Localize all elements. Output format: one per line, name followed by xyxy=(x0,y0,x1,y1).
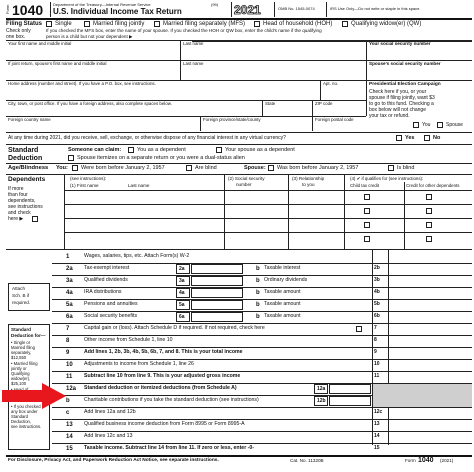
spouse-last-name-input[interactable] xyxy=(183,67,363,79)
election-spouse-label: Spouse xyxy=(446,122,463,128)
footer-year: (2021) xyxy=(440,458,454,463)
foreign-postal-input[interactable] xyxy=(315,123,365,131)
dependents-col-first: (1) First name xyxy=(70,183,99,188)
head-of-household-checkbox[interactable] xyxy=(254,21,260,27)
line-number: 15 xyxy=(66,446,73,452)
line-number: 5a xyxy=(66,302,73,308)
virtual-no-checkbox[interactable] xyxy=(424,135,430,141)
virtual-no-label: No xyxy=(433,135,441,141)
line-sub-text: Taxable amount xyxy=(264,313,301,319)
line-number: 14 xyxy=(66,434,73,440)
election-text-1: Check here if you, or your xyxy=(369,89,427,95)
zip-label: ZIP code xyxy=(315,101,333,106)
virtual-yes-label: Yes xyxy=(405,135,415,141)
line-right-number: 10 xyxy=(374,361,380,367)
line-3b-amount-input[interactable] xyxy=(389,276,471,286)
apt-input[interactable] xyxy=(323,87,365,99)
line-3a-input[interactable] xyxy=(191,276,243,286)
other-credit-checkbox[interactable] xyxy=(426,194,432,200)
line-right-number: 8 xyxy=(374,337,377,343)
line-text: Tax-exempt interest xyxy=(84,265,130,271)
std-title-2: Deduction for— xyxy=(11,333,46,338)
form-header xyxy=(6,2,472,17)
dependents-col-last: Last name xyxy=(128,183,150,188)
child-credit-checkbox[interactable] xyxy=(364,236,370,242)
election-text-2: spouse if filing jointly, want $3 xyxy=(369,95,435,101)
state-input[interactable] xyxy=(265,107,310,116)
line-right-number: 14 xyxy=(374,433,380,439)
line-right-number: 13 xyxy=(374,421,380,427)
standard-heading-1: Standard xyxy=(8,147,39,154)
line-15-amount-input[interactable] xyxy=(389,444,471,454)
other-credit-checkbox[interactable] xyxy=(426,208,432,214)
line-sub-text: Taxable amount xyxy=(264,289,301,295)
you-dependent-label: You as a dependent xyxy=(137,147,186,153)
other-credit-checkbox[interactable] xyxy=(426,236,432,242)
line-text: Adjustments to income from Schedule 1, line 26 xyxy=(84,361,194,367)
attach-note-1: Attach xyxy=(12,286,26,291)
foreign-postal-label: Foreign postal code xyxy=(315,117,354,122)
line-sub-text: Taxable amount xyxy=(264,301,301,307)
line-sub-number: b xyxy=(256,266,260,272)
dependents-col-ssn-2: number xyxy=(236,182,252,187)
child-credit-checkbox[interactable] xyxy=(364,194,370,200)
line-text: Subtract line 10 from line 9. This is your adjusted gross income xyxy=(84,373,241,379)
std-item: widow(er), xyxy=(11,376,31,381)
line-sub-number: b xyxy=(256,314,260,320)
line-box-number: 12a xyxy=(317,386,326,392)
line-right-number: 7 xyxy=(374,325,377,331)
line-text: Pensions and annuities xyxy=(84,301,138,307)
line-text: Standard deduction or itemized deductions (from Schedule A) xyxy=(84,385,237,391)
dependent-row[interactable] xyxy=(66,191,470,204)
dependents-col-rel-2: to you xyxy=(302,182,315,187)
home-address-label: Home address (number and street). If you have a P.O. box, see instructions. xyxy=(8,81,156,86)
line-row-15 xyxy=(52,443,472,455)
spouse-blind-checkbox[interactable] xyxy=(388,165,394,171)
spouse-dependent-label: Your spouse as a dependent xyxy=(225,147,295,153)
line-text: Add lines 12c and 13 xyxy=(84,433,133,439)
line-number: 6a xyxy=(66,314,73,320)
virtual-currency-question: At any time during 2021, did you receive, sell, exchange, or otherwise dispose of any financial interest in any virtual currency? xyxy=(8,135,286,141)
line-13-amount-input[interactable] xyxy=(389,420,471,430)
std-item: • Single or xyxy=(11,340,31,345)
filing-status-instruction-2: person is a child but not your dependent ▶ xyxy=(46,34,133,39)
line-sub-text: Taxable interest xyxy=(264,265,301,271)
single-checkbox[interactable] xyxy=(46,21,52,27)
spouse-first-name-label: If joint return, spouse's first name and middle initial xyxy=(8,61,107,66)
age-spouse-label: Spouse: xyxy=(244,165,266,171)
line-5b-amount-input[interactable] xyxy=(389,300,471,310)
dependents-col-other-credit: Credit for other dependents xyxy=(406,183,460,188)
married-jointly-label: Married filing jointly xyxy=(93,21,145,27)
dependents-section xyxy=(6,175,472,249)
std-item: $12,550 xyxy=(11,355,27,360)
capital-gain-checkbox[interactable] xyxy=(356,326,362,332)
line-12a-box-label xyxy=(314,384,328,394)
dependents-side-3: dependents, xyxy=(8,198,36,204)
line-number: 3a xyxy=(66,278,73,284)
spouse-dependent-checkbox[interactable] xyxy=(216,147,222,153)
married-jointly-checkbox[interactable] xyxy=(84,21,90,27)
irs-use-only: IRS Use Only—Do not write or staple in this space. xyxy=(330,6,421,11)
apt-label: Apt. no. xyxy=(323,81,339,86)
line-row-11 xyxy=(52,371,472,383)
spouse-ssn-label: Spouse's social security number xyxy=(369,61,441,66)
dependents-side-6: here ▶ xyxy=(8,216,24,222)
dependents-col-child-credit: Child tax credit xyxy=(350,183,380,188)
election-you-checkbox[interactable] xyxy=(413,122,419,128)
home-address-input[interactable] xyxy=(8,87,318,99)
line-row-14 xyxy=(52,431,472,443)
election-text-4: box below will not change xyxy=(369,107,426,113)
election-you-label: You xyxy=(422,122,431,128)
line-number: 8 xyxy=(66,338,70,344)
std-item: Married filing xyxy=(11,345,35,350)
dependents-side-4: see instructions xyxy=(8,204,43,210)
line-11-amount-input[interactable] xyxy=(389,372,471,382)
you-born-label: Were born before January 2, 1957 xyxy=(81,165,165,171)
election-spouse-checkbox[interactable] xyxy=(437,122,443,128)
std-item: • Head of xyxy=(11,387,29,392)
attach-note xyxy=(8,283,50,311)
dependent-row[interactable] xyxy=(66,233,470,246)
shaded-area xyxy=(373,384,472,407)
line-number: 7 xyxy=(66,326,70,332)
line-right-number: 6b xyxy=(374,313,380,319)
filing-status-note-1: Check only xyxy=(6,28,31,34)
line-number: 11 xyxy=(66,374,73,380)
line-number: 10 xyxy=(66,362,73,368)
first-name-label: Your first name and middle initial xyxy=(8,41,72,46)
line-number: 13 xyxy=(66,422,73,428)
line-sub-number: b xyxy=(256,278,260,284)
line-2b-amount-input[interactable] xyxy=(389,264,471,274)
line-right-number: 9 xyxy=(374,349,377,355)
election-title: Presidential Election Campaign xyxy=(369,82,441,87)
dependents-side-1: If more xyxy=(8,186,24,192)
line-text: Add lines 12a and 12b xyxy=(84,409,136,415)
line-12c-amount-input[interactable] xyxy=(389,408,471,418)
line-row-10 xyxy=(52,359,472,371)
foreign-province-input[interactable] xyxy=(203,123,309,131)
line-number: c xyxy=(66,410,70,416)
dependent-row[interactable] xyxy=(66,205,470,218)
form-title: U.S. Individual Income Tax Return xyxy=(53,7,182,16)
zip-input[interactable] xyxy=(315,107,365,116)
line-right-number: 11 xyxy=(374,373,380,379)
line-9-amount-input[interactable] xyxy=(389,348,471,358)
line-text: Qualified business income deduction from Form 8995 or Form 8995-A xyxy=(84,421,245,427)
line-right-number: 12c xyxy=(374,409,383,415)
line-2a-box-label xyxy=(176,264,190,274)
std-item: see instructions. xyxy=(11,424,42,429)
spouse-itemizes-checkbox[interactable] xyxy=(68,155,74,161)
attach-note-3: required. xyxy=(12,300,31,305)
dependents-see: (see instructions): xyxy=(70,176,107,181)
footer-cat: Cat. No. 11320B xyxy=(290,458,324,463)
line-row-13 xyxy=(52,419,472,431)
spouse-ssn-input[interactable] xyxy=(369,68,469,79)
line-text: Capital gain or (loss). Attach Schedule D if required. If not required, check here xyxy=(84,325,265,331)
dependent-row[interactable] xyxy=(66,219,470,232)
you-blind-checkbox[interactable] xyxy=(186,165,192,171)
election-campaign-section xyxy=(367,81,472,133)
line-row-c xyxy=(52,407,472,419)
line-row-5a xyxy=(52,299,472,311)
married-separately-checkbox[interactable] xyxy=(154,21,160,27)
line-number: 9 xyxy=(66,350,70,356)
line-box-number: 4a xyxy=(179,290,185,296)
line-number: b xyxy=(66,398,70,404)
line-right-number: 3b xyxy=(374,277,380,283)
line-sub-text: Ordinary dividends xyxy=(264,277,308,283)
footer-notice: For Disclosure, Privacy Act, and Paperwork Reduction Act Notice, see separate instructions. xyxy=(8,458,219,463)
election-text-5: your tax or refund. xyxy=(369,113,410,119)
line-row-9 xyxy=(52,347,472,359)
foreign-province-label: Foreign province/state/county xyxy=(203,117,261,122)
line-row-7 xyxy=(52,323,472,335)
line-box-number: 12b xyxy=(317,398,326,404)
line-text: Add lines 1, 2b, 3b, 4b, 5b, 6b, 7, and 8. This is your total income xyxy=(84,349,243,355)
line-text: Taxable income. Subtract line 14 from line 11. If zero or less, enter -0- xyxy=(84,445,254,451)
head-of-household-label: Head of household (HOH) xyxy=(263,21,333,27)
line-10-amount-input[interactable] xyxy=(389,360,471,370)
dependents-side-2: than four xyxy=(8,192,28,198)
line-row-8 xyxy=(52,335,472,347)
dependents-heading: Dependents xyxy=(8,176,46,183)
qualifying-widow-label: Qualifying widow(er) (QW) xyxy=(351,21,422,27)
age-you-label: You: xyxy=(56,165,68,171)
line-12b-input[interactable] xyxy=(329,396,371,406)
qualifying-widow-checkbox[interactable] xyxy=(342,21,348,27)
you-blind-label: Are blind xyxy=(195,165,217,171)
more-dependents-checkbox[interactable] xyxy=(32,216,38,222)
line-12b-box-label xyxy=(314,396,328,406)
line-number: 2a xyxy=(66,266,73,272)
footer-form-number: 1040 xyxy=(418,457,434,464)
line-12a-input[interactable] xyxy=(329,384,371,394)
line-row-3a xyxy=(52,275,472,287)
dependents-side-5: and check xyxy=(8,210,31,216)
line-text: Other income from Schedule 1, line 10 xyxy=(84,337,173,343)
std-item: separately, xyxy=(11,350,32,355)
line-box-number: 2a xyxy=(179,266,185,272)
filing-status-instruction-1: If you checked the MFS box, enter the name of your spouse. If you checked the HOH or QW box, enter the child's name if the qualifying xyxy=(46,28,322,33)
line-4b-amount-input[interactable] xyxy=(389,288,471,298)
standard-heading-2: Deduction xyxy=(8,155,43,162)
line-right-number: 15 xyxy=(374,445,380,451)
std-item: • Married filing xyxy=(11,361,38,366)
line-box-number: 3a xyxy=(179,278,185,284)
line-number: 4a xyxy=(66,290,73,296)
spouse-born-label: Was born before January 2, 1957 xyxy=(277,165,359,171)
omb-number: OMB No. 1545-0074 xyxy=(278,6,315,11)
line-7-amount-input[interactable] xyxy=(389,324,471,334)
line-4a-input[interactable] xyxy=(191,288,243,298)
footer-form-label: Form xyxy=(405,458,416,463)
line-text: Charitable contributions if you take the standard deduction (see instructions) xyxy=(84,397,259,403)
agency-code: (99) xyxy=(211,2,219,7)
state-label: State xyxy=(265,101,276,106)
line-5a-input[interactable] xyxy=(191,300,243,310)
line-number: 1 xyxy=(66,254,70,260)
child-credit-checkbox[interactable] xyxy=(364,222,370,228)
line-text: Qualified dividends xyxy=(84,277,128,283)
std-item: • If you checked xyxy=(11,404,41,409)
first-name-input[interactable] xyxy=(8,47,178,59)
std-item: Deduction, xyxy=(11,419,32,424)
line-sub-number: b xyxy=(256,290,260,296)
spouse-first-name-input[interactable] xyxy=(8,67,178,79)
line-4a-box-label xyxy=(176,288,190,298)
age-heading: Age/Blindness xyxy=(8,165,49,171)
red-arrow-icon xyxy=(0,381,68,411)
ssn-label: Your social security number xyxy=(369,41,431,46)
tax-year: 2021 xyxy=(234,3,261,17)
ssn-input[interactable] xyxy=(369,48,469,59)
line-right-number: 2b xyxy=(374,265,380,271)
spouse-blind-label: Is blind xyxy=(397,165,415,171)
form-number: 1040 xyxy=(12,2,44,18)
line-right-number: 5b xyxy=(374,301,380,307)
agency-line: Department of the Treasury—Internal Revenue Service xyxy=(53,2,151,7)
dependents-col-rel-1: (3) Relationship xyxy=(292,176,325,181)
line-box-number: 5a xyxy=(179,302,185,308)
dependents-col-ssn-1: (2) Social security xyxy=(228,176,265,181)
std-title-1: Standard xyxy=(11,327,31,332)
std-item: Standard xyxy=(11,414,28,419)
line-number: 12a xyxy=(66,386,77,392)
line-text: Social security benefits xyxy=(84,313,138,319)
city-input[interactable] xyxy=(8,107,260,116)
line-right-number: 4b xyxy=(374,289,380,295)
married-separately-label: Married filing separately (MFS) xyxy=(163,21,246,27)
virtual-yes-checkbox[interactable] xyxy=(396,135,402,141)
line-8-amount-input[interactable] xyxy=(389,336,471,346)
line-6a-input[interactable] xyxy=(191,312,243,322)
someone-can-claim: Someone can claim: xyxy=(68,147,122,153)
child-credit-checkbox[interactable] xyxy=(364,208,370,214)
line-5a-box-label xyxy=(176,300,190,310)
std-item: any box under xyxy=(11,409,38,414)
line-2a-input[interactable] xyxy=(191,264,243,274)
filing-status-section xyxy=(6,20,472,38)
you-born-checkbox[interactable] xyxy=(72,165,78,171)
line-box-number: 6a xyxy=(179,314,185,320)
filing-status-note-2: one box. xyxy=(6,34,26,40)
line-row-4a xyxy=(52,287,472,299)
line-14-amount-input[interactable] xyxy=(389,432,471,442)
std-item: $25,100 xyxy=(11,381,27,386)
city-label: City, town, or post office. If you have a foreign address, also complete spaces below. xyxy=(8,101,172,106)
line-row-6a xyxy=(52,311,472,323)
other-credit-checkbox[interactable] xyxy=(426,222,432,228)
foreign-country-input[interactable] xyxy=(8,123,198,131)
std-item: jointly or xyxy=(11,366,27,371)
dependents-col-qualifies: (4) ✔ if qualifies for (see instructions): xyxy=(350,176,424,181)
foreign-country-label: Foreign country name xyxy=(8,117,51,122)
last-name-input[interactable] xyxy=(183,47,363,59)
last-name-label: Last name xyxy=(183,41,204,46)
spouse-itemizes-label: Spouse itemizes on a separate return or you were a dual-status alien xyxy=(77,155,245,161)
line-6a-box-label xyxy=(176,312,190,322)
line-text: Wages, salaries, tips, etc. Attach Form(s) W-2 xyxy=(84,253,190,259)
line-6b-amount-input[interactable] xyxy=(389,312,471,322)
filing-status-heading: Filing Status xyxy=(6,21,42,27)
form-label: Form xyxy=(5,4,10,14)
line-row-2a xyxy=(52,263,472,275)
line-text: IRA distributions xyxy=(84,289,122,295)
attach-note-2: Sch. B if xyxy=(12,293,30,298)
std-item: Qualifying xyxy=(11,371,30,376)
spouse-born-checkbox[interactable] xyxy=(268,165,274,171)
line-row-1 xyxy=(52,251,472,263)
you-dependent-checkbox[interactable] xyxy=(128,147,134,153)
single-label: Single xyxy=(55,21,72,27)
line-sub-number: b xyxy=(256,302,260,308)
line-3a-box-label xyxy=(176,276,190,286)
spouse-last-name-label: Last name xyxy=(183,61,204,66)
election-text-3: to go to this fund. Checking a xyxy=(369,101,434,107)
